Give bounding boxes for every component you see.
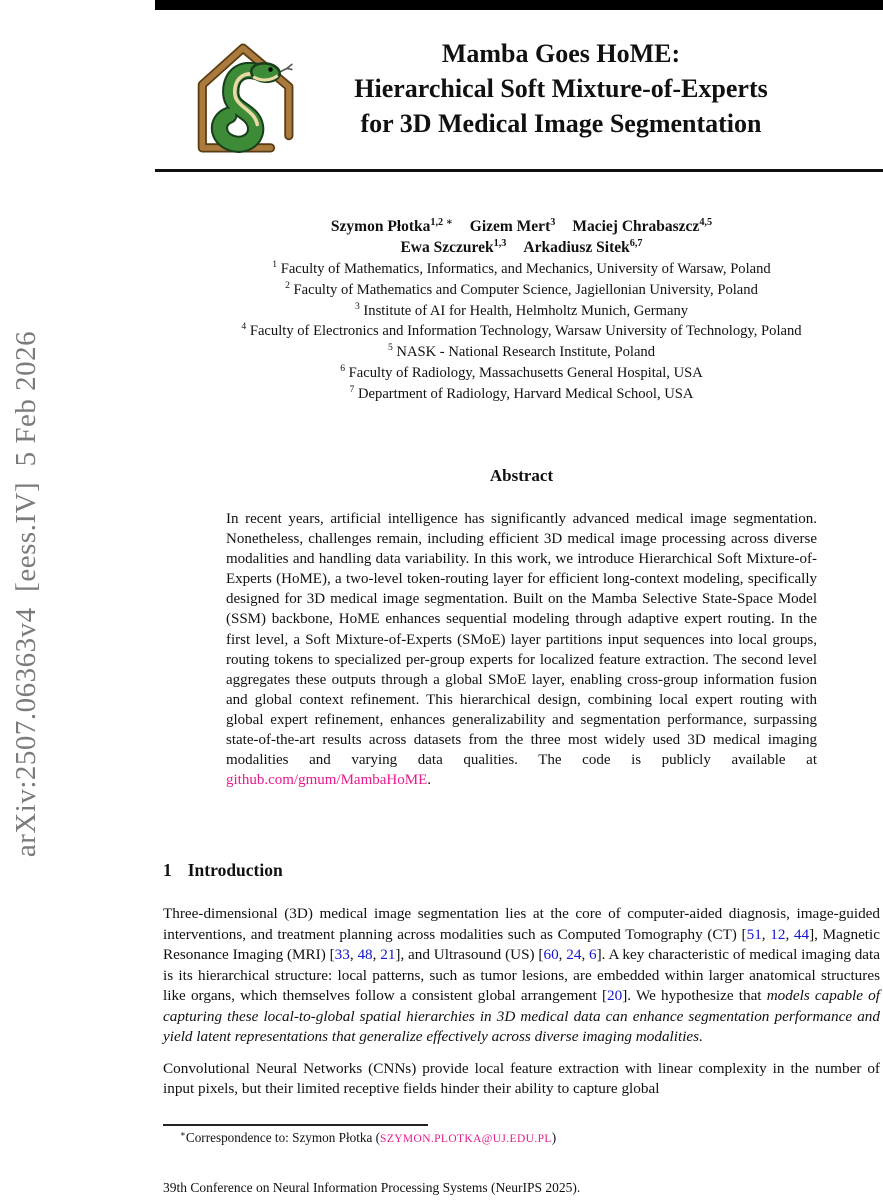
superscript: 7: [349, 383, 355, 395]
text-segment: Faculty of Radiology, Massachusetts General Hospital, USA: [345, 364, 703, 381]
text-segment: Correspondence to: Szymon Płotka (: [185, 1130, 381, 1145]
intro-paragraph-1: [163, 904, 880, 1048]
title-line-3: for 3D Medical Image Segmentation: [360, 109, 762, 138]
intro-paragraph-2: [163, 1059, 880, 1100]
citation-link[interactable]: 48: [357, 946, 373, 963]
affiliation-7: [163, 384, 880, 405]
text-segment: ,: [785, 925, 794, 943]
superscript: ∗: [180, 1128, 186, 1139]
paper-header: [163, 30, 880, 141]
affiliation-4: [163, 321, 880, 342]
citation-link[interactable]: 44: [793, 925, 810, 943]
section-number: 1: [163, 860, 172, 880]
superscript: 4: [241, 321, 247, 333]
text-segment: ]. A key characteristic of medical imaging data is its hierarchical structure: local patterns, such as tumor lesions, are embedded within larger anatomical structures like organs, which themselves follow a consistent global arrangement [: [163, 946, 881, 1004]
text-segment: Faculty of Mathematics and Computer Science, Jagiellonian University, Poland: [289, 281, 758, 298]
text-segment: In recent years, artificial intelligence has significantly advanced medical image segmentation. Nonetheless, challenges remain, including efficient 3D medical image processing across diverse modalities and handling data variability. In this work, we introduce Hierarchical Soft Mixture-of-Experts (HoME), a two-level token-routing layer for efficient long-context modeling, specifically designed for 3D medical image segmentation. Built on the Mamba Selective State-Space Model (SSM) backbone, HoME enhances sequential modeling through adaptive expert routing. In the first level, a Soft Mixture-of-Experts (SMoE) layer partitions input sequences into local groups, routing tokens to specialized per-group experts for localized feature extraction. The second level aggregates these outputs through a global SMoE layer, enabling cross-group information fusion and global context refinement. This hierarchical design, combining local expert routing with global expert refinement, enhances generalizability and segmentation performance, surpassing state-of-the-art results across datasets from the three most widely used 3D medical imaging modalities and varying data qualities. The code is publicly available at: [226, 511, 817, 769]
affiliation-2: [163, 280, 880, 301]
abstract-heading: Abstract: [489, 466, 554, 485]
text-segment: Arkadiusz Sitek: [523, 239, 630, 256]
email-link[interactable]: SZYMON.PLOTKA@UJ.EDU.PL: [380, 1133, 552, 1145]
citation-link[interactable]: 33: [334, 946, 350, 963]
snake-in-house-logo-icon: [185, 42, 297, 154]
superscript: 3: [550, 216, 556, 228]
italic-text: models capable of capturing these local-to-global spatial hierarchies in 3D medical data can enhance segmentation performance and yield latent representations that generalize effectively across diverse imaging modalities.: [163, 987, 880, 1045]
citation-link[interactable]: 21: [380, 946, 396, 963]
arxiv-watermark: arXiv:2507.06363v4 [eess.IV] 5 Feb 2026: [10, 330, 42, 858]
superscript: 6: [340, 363, 346, 375]
introduction-heading: [163, 860, 880, 881]
text-segment: ], Magnetic Resonance Imaging (MRI) [: [163, 925, 880, 963]
footnote-text: [163, 1130, 880, 1146]
text-segment: ,: [372, 946, 381, 963]
superscript: 1,2 ∗: [430, 216, 453, 228]
github-link[interactable]: github.com/gmum/MambaHoME: [226, 772, 428, 789]
title-line-2: Hierarchical Soft Mixture-of-Experts: [354, 74, 768, 103]
text-segment: ,: [581, 946, 590, 963]
title-line-1: Mamba Goes HoME:: [441, 39, 681, 68]
section-title: Introduction: [187, 860, 283, 880]
header-divider-rule: [155, 169, 883, 172]
text-segment: Szymon Płotka: [330, 218, 431, 235]
author-row-2: [163, 237, 880, 258]
text-segment: Department of Radiology, Harvard Medical School, USA: [354, 385, 694, 402]
affiliation-1: [163, 259, 880, 280]
text-segment: Convolutional Neural Networks (CNNs) provide local feature extraction with linear complexity in the number of input pixels, but their limited receptive fields hinder their ability to capture global: [163, 1059, 880, 1097]
abstract-text: [226, 509, 817, 790]
affiliation-3: [163, 301, 880, 322]
text-segment: Faculty of Electronics and Information Technology, Warsaw University of Technology, Poland: [246, 323, 802, 340]
citation-link[interactable]: 6: [589, 946, 597, 963]
text-segment: ): [551, 1130, 557, 1145]
superscript: 5: [387, 342, 393, 354]
citation-link[interactable]: 51: [746, 925, 762, 943]
citation-link[interactable]: 12: [770, 925, 786, 943]
citation-link[interactable]: 60: [543, 946, 559, 963]
citation-link[interactable]: 24: [566, 946, 582, 963]
affiliation-5: [163, 342, 880, 363]
text-segment: Gizem Mert: [469, 218, 551, 235]
text-segment: Ewa Szczurek: [400, 239, 494, 256]
correspondence-footnote: [163, 1124, 880, 1146]
text-segment: ,: [761, 925, 771, 943]
affiliation-6: [163, 363, 880, 384]
citation-link[interactable]: 20: [607, 987, 623, 1004]
paper-title: [281, 30, 841, 141]
authors-affiliations: [163, 216, 880, 405]
affiliation-list: [163, 259, 880, 405]
abstract-section: [163, 466, 880, 790]
text-segment: Faculty of Mathematics, Informatics, and Mechanics, University of Warsaw, Poland: [277, 261, 771, 277]
superscript: 4,5: [699, 216, 713, 228]
superscript: 1: [272, 259, 278, 271]
text-segment: .: [427, 772, 431, 789]
text-segment: ], and Ultrasound (US) [: [395, 946, 544, 963]
author-row-1: [163, 216, 880, 237]
text-segment: ]. We hypothesize that: [622, 987, 767, 1004]
conference-footer: 39th Conference on Neural Information Processing Systems (NeurIPS 2025).: [163, 1180, 581, 1195]
text-segment: NASK - National Research Institute, Poland: [392, 344, 656, 361]
footnote-rule: [163, 1124, 428, 1126]
superscript: 3: [354, 300, 360, 312]
superscript: 6,7: [629, 237, 643, 249]
text-segment: ,: [349, 946, 358, 963]
top-black-bar: [155, 0, 883, 10]
superscript: 1,3: [493, 237, 507, 249]
text-segment: ,: [558, 946, 567, 963]
text-segment: Institute of AI for Health, Helmholtz Munich, Germany: [359, 302, 689, 319]
superscript: 2: [285, 279, 290, 291]
introduction-section: [163, 860, 880, 1100]
text-segment: Three-dimensional (3D) medical image segmentation lies at the core of computer-aided diagnosis, image-guided interventions, and treatment planning across modalities such as Computed Tomography (CT) [: [163, 905, 880, 943]
text-segment: Maciej Chrabaszcz: [572, 218, 700, 235]
